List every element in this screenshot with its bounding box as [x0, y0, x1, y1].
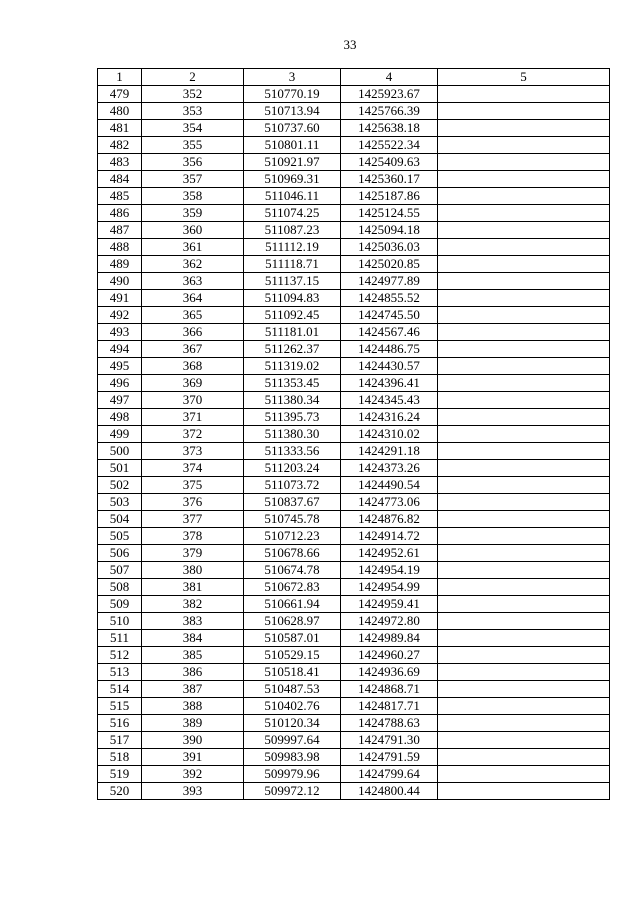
- table-row: [98, 222, 610, 239]
- x-coordinate-cell: 511395.73: [244, 409, 341, 426]
- table-row: [98, 783, 610, 800]
- x-coordinate-cell: 510770.19: [244, 86, 341, 103]
- table-row: [98, 698, 610, 715]
- y-coordinate-cell: 1424989.84: [341, 630, 438, 647]
- table-header-row: [98, 69, 610, 86]
- table-row: [98, 188, 610, 205]
- x-coordinate-cell: 511094.83: [244, 290, 341, 307]
- notes-cell: [438, 681, 610, 698]
- row-number-cell: 493: [98, 324, 142, 341]
- row-number-cell: 509: [98, 596, 142, 613]
- table-row: [98, 137, 610, 154]
- row-number-cell: 505: [98, 528, 142, 545]
- y-coordinate-cell: 1424954.99: [341, 579, 438, 596]
- table-row: [98, 545, 610, 562]
- row-number-cell: 491: [98, 290, 142, 307]
- notes-cell: [438, 630, 610, 647]
- table-row: [98, 341, 610, 358]
- y-coordinate-cell: 1425036.03: [341, 239, 438, 256]
- row-number-cell: 507: [98, 562, 142, 579]
- notes-cell: [438, 715, 610, 732]
- notes-cell: [438, 392, 610, 409]
- x-coordinate-cell: 510712.23: [244, 528, 341, 545]
- row-number-cell: 516: [98, 715, 142, 732]
- y-coordinate-cell: 1424745.50: [341, 307, 438, 324]
- notes-cell: [438, 494, 610, 511]
- point-number-cell: 386: [142, 664, 244, 681]
- point-number-cell: 390: [142, 732, 244, 749]
- row-number-cell: 519: [98, 766, 142, 783]
- y-coordinate-cell: 1424396.41: [341, 375, 438, 392]
- table-row: [98, 154, 610, 171]
- point-number-cell: 379: [142, 545, 244, 562]
- point-number-cell: 353: [142, 103, 244, 120]
- point-number-cell: 382: [142, 596, 244, 613]
- notes-cell: [438, 103, 610, 120]
- y-coordinate-cell: 1425020.85: [341, 256, 438, 273]
- row-number-cell: 506: [98, 545, 142, 562]
- y-coordinate-cell: 1424914.72: [341, 528, 438, 545]
- table-row: [98, 443, 610, 460]
- point-number-cell: 364: [142, 290, 244, 307]
- notes-cell: [438, 290, 610, 307]
- x-coordinate-cell: 511137.15: [244, 273, 341, 290]
- x-coordinate-cell: 510745.78: [244, 511, 341, 528]
- row-number-cell: 515: [98, 698, 142, 715]
- point-number-cell: 389: [142, 715, 244, 732]
- x-coordinate-cell: 511046.11: [244, 188, 341, 205]
- row-number-cell: 487: [98, 222, 142, 239]
- x-coordinate-cell: 509983.98: [244, 749, 341, 766]
- y-coordinate-cell: 1424373.26: [341, 460, 438, 477]
- point-number-cell: 372: [142, 426, 244, 443]
- point-number-cell: 388: [142, 698, 244, 715]
- table-row: [98, 290, 610, 307]
- point-number-cell: 391: [142, 749, 244, 766]
- y-coordinate-cell: 1424977.89: [341, 273, 438, 290]
- notes-cell: [438, 749, 610, 766]
- row-number-cell: 483: [98, 154, 142, 171]
- notes-cell: [438, 426, 610, 443]
- point-number-cell: 366: [142, 324, 244, 341]
- notes-cell: [438, 171, 610, 188]
- notes-cell: [438, 256, 610, 273]
- table-row: [98, 562, 610, 579]
- table-row: [98, 596, 610, 613]
- x-coordinate-cell: 511181.01: [244, 324, 341, 341]
- notes-cell: [438, 358, 610, 375]
- row-number-cell: 498: [98, 409, 142, 426]
- row-number-cell: 495: [98, 358, 142, 375]
- notes-cell: [438, 341, 610, 358]
- point-number-cell: 368: [142, 358, 244, 375]
- y-coordinate-cell: 1424788.63: [341, 715, 438, 732]
- y-coordinate-cell: 1424345.43: [341, 392, 438, 409]
- y-coordinate-cell: 1424430.57: [341, 358, 438, 375]
- row-number-cell: 492: [98, 307, 142, 324]
- table-row: [98, 749, 610, 766]
- notes-cell: [438, 273, 610, 290]
- table-row: [98, 477, 610, 494]
- table-row: [98, 120, 610, 137]
- column-header-5: 5: [438, 69, 610, 86]
- point-number-cell: 360: [142, 222, 244, 239]
- table-row: [98, 256, 610, 273]
- notes-cell: [438, 307, 610, 324]
- x-coordinate-cell: 511087.23: [244, 222, 341, 239]
- x-coordinate-cell: 511380.30: [244, 426, 341, 443]
- x-coordinate-cell: 510120.34: [244, 715, 341, 732]
- y-coordinate-cell: 1424972.80: [341, 613, 438, 630]
- notes-cell: [438, 613, 610, 630]
- y-coordinate-cell: 1424567.46: [341, 324, 438, 341]
- table-body: [98, 86, 610, 800]
- x-coordinate-cell: 511073.72: [244, 477, 341, 494]
- y-coordinate-cell: 1425923.67: [341, 86, 438, 103]
- y-coordinate-cell: 1425638.18: [341, 120, 438, 137]
- notes-cell: [438, 188, 610, 205]
- notes-cell: [438, 222, 610, 239]
- table-row: [98, 715, 610, 732]
- y-coordinate-cell: 1424855.52: [341, 290, 438, 307]
- y-coordinate-cell: 1425094.18: [341, 222, 438, 239]
- table-row: [98, 375, 610, 392]
- notes-cell: [438, 324, 610, 341]
- point-number-cell: 361: [142, 239, 244, 256]
- point-number-cell: 371: [142, 409, 244, 426]
- y-coordinate-cell: 1424791.30: [341, 732, 438, 749]
- row-number-cell: 508: [98, 579, 142, 596]
- notes-cell: [438, 120, 610, 137]
- point-number-cell: 377: [142, 511, 244, 528]
- notes-cell: [438, 137, 610, 154]
- row-number-cell: 512: [98, 647, 142, 664]
- x-coordinate-cell: 510674.78: [244, 562, 341, 579]
- table-row: [98, 103, 610, 120]
- y-coordinate-cell: 1424291.18: [341, 443, 438, 460]
- point-number-cell: 369: [142, 375, 244, 392]
- table-row: [98, 205, 610, 222]
- table-row: [98, 426, 610, 443]
- y-coordinate-cell: 1424310.02: [341, 426, 438, 443]
- x-coordinate-cell: 511319.02: [244, 358, 341, 375]
- column-header-1: 1: [98, 69, 142, 86]
- row-number-cell: 502: [98, 477, 142, 494]
- notes-cell: [438, 460, 610, 477]
- point-number-cell: 356: [142, 154, 244, 171]
- table-row: [98, 358, 610, 375]
- notes-cell: [438, 647, 610, 664]
- row-number-cell: 488: [98, 239, 142, 256]
- point-number-cell: 392: [142, 766, 244, 783]
- x-coordinate-cell: 510921.97: [244, 154, 341, 171]
- row-number-cell: 503: [98, 494, 142, 511]
- point-number-cell: 378: [142, 528, 244, 545]
- table-row: [98, 630, 610, 647]
- row-number-cell: 520: [98, 783, 142, 800]
- x-coordinate-cell: 510661.94: [244, 596, 341, 613]
- table-row: [98, 766, 610, 783]
- x-coordinate-cell: 510672.83: [244, 579, 341, 596]
- row-number-cell: 490: [98, 273, 142, 290]
- table-row: [98, 511, 610, 528]
- point-number-cell: 365: [142, 307, 244, 324]
- point-number-cell: 384: [142, 630, 244, 647]
- y-coordinate-cell: 1424876.82: [341, 511, 438, 528]
- x-coordinate-cell: 510837.67: [244, 494, 341, 511]
- y-coordinate-cell: 1424952.61: [341, 545, 438, 562]
- table-row: [98, 392, 610, 409]
- y-coordinate-cell: 1424936.69: [341, 664, 438, 681]
- row-number-cell: 501: [98, 460, 142, 477]
- y-coordinate-cell: 1424959.41: [341, 596, 438, 613]
- point-number-cell: 370: [142, 392, 244, 409]
- row-number-cell: 480: [98, 103, 142, 120]
- table-row: [98, 579, 610, 596]
- notes-cell: [438, 528, 610, 545]
- y-coordinate-cell: 1424316.24: [341, 409, 438, 426]
- x-coordinate-cell: 510402.76: [244, 698, 341, 715]
- table-row: [98, 239, 610, 256]
- row-number-cell: 511: [98, 630, 142, 647]
- x-coordinate-cell: 510628.97: [244, 613, 341, 630]
- notes-cell: [438, 205, 610, 222]
- row-number-cell: 489: [98, 256, 142, 273]
- point-number-cell: 355: [142, 137, 244, 154]
- x-coordinate-cell: 510737.60: [244, 120, 341, 137]
- point-number-cell: 383: [142, 613, 244, 630]
- table-row: [98, 494, 610, 511]
- table-row: [98, 171, 610, 188]
- row-number-cell: 497: [98, 392, 142, 409]
- y-coordinate-cell: 1424868.71: [341, 681, 438, 698]
- x-coordinate-cell: 511333.56: [244, 443, 341, 460]
- point-number-cell: 380: [142, 562, 244, 579]
- point-number-cell: 393: [142, 783, 244, 800]
- row-number-cell: 510: [98, 613, 142, 630]
- x-coordinate-cell: 510529.15: [244, 647, 341, 664]
- notes-cell: [438, 477, 610, 494]
- notes-cell: [438, 783, 610, 800]
- x-coordinate-cell: 511118.71: [244, 256, 341, 273]
- point-number-cell: 357: [142, 171, 244, 188]
- y-coordinate-cell: 1425360.17: [341, 171, 438, 188]
- y-coordinate-cell: 1424817.71: [341, 698, 438, 715]
- point-number-cell: 376: [142, 494, 244, 511]
- table-row: [98, 409, 610, 426]
- notes-cell: [438, 732, 610, 749]
- notes-cell: [438, 766, 610, 783]
- point-number-cell: 352: [142, 86, 244, 103]
- row-number-cell: 496: [98, 375, 142, 392]
- x-coordinate-cell: 509972.12: [244, 783, 341, 800]
- notes-cell: [438, 375, 610, 392]
- y-coordinate-cell: 1424486.75: [341, 341, 438, 358]
- column-header-3: 3: [244, 69, 341, 86]
- row-number-cell: 513: [98, 664, 142, 681]
- row-number-cell: 514: [98, 681, 142, 698]
- table-row: [98, 664, 610, 681]
- notes-cell: [438, 239, 610, 256]
- y-coordinate-cell: 1425124.55: [341, 205, 438, 222]
- x-coordinate-cell: 510487.53: [244, 681, 341, 698]
- column-header-4: 4: [341, 69, 438, 86]
- point-number-cell: 362: [142, 256, 244, 273]
- notes-cell: [438, 409, 610, 426]
- y-coordinate-cell: 1425409.63: [341, 154, 438, 171]
- x-coordinate-cell: 509997.64: [244, 732, 341, 749]
- x-coordinate-cell: 511112.19: [244, 239, 341, 256]
- point-number-cell: 373: [142, 443, 244, 460]
- notes-cell: [438, 596, 610, 613]
- row-number-cell: 518: [98, 749, 142, 766]
- column-header-2: 2: [142, 69, 244, 86]
- y-coordinate-cell: 1424773.06: [341, 494, 438, 511]
- y-coordinate-cell: 1424960.27: [341, 647, 438, 664]
- x-coordinate-cell: 511262.37: [244, 341, 341, 358]
- x-coordinate-cell: 509979.96: [244, 766, 341, 783]
- row-number-cell: 482: [98, 137, 142, 154]
- y-coordinate-cell: 1424490.54: [341, 477, 438, 494]
- x-coordinate-cell: 510801.11: [244, 137, 341, 154]
- page-number: 33: [343, 37, 357, 52]
- table-row: [98, 460, 610, 477]
- table-row: [98, 86, 610, 103]
- point-number-cell: 385: [142, 647, 244, 664]
- table-row: [98, 647, 610, 664]
- y-coordinate-cell: 1424954.19: [341, 562, 438, 579]
- x-coordinate-cell: 511353.45: [244, 375, 341, 392]
- point-number-cell: 354: [142, 120, 244, 137]
- y-coordinate-cell: 1425766.39: [341, 103, 438, 120]
- row-number-cell: 499: [98, 426, 142, 443]
- row-number-cell: 485: [98, 188, 142, 205]
- notes-cell: [438, 562, 610, 579]
- y-coordinate-cell: 1424800.44: [341, 783, 438, 800]
- table-row: [98, 681, 610, 698]
- row-number-cell: 479: [98, 86, 142, 103]
- x-coordinate-cell: 511074.25: [244, 205, 341, 222]
- row-number-cell: 486: [98, 205, 142, 222]
- point-number-cell: 367: [142, 341, 244, 358]
- point-number-cell: 359: [142, 205, 244, 222]
- point-number-cell: 387: [142, 681, 244, 698]
- coordinates-table: [97, 68, 610, 800]
- point-number-cell: 381: [142, 579, 244, 596]
- point-number-cell: 375: [142, 477, 244, 494]
- point-number-cell: 358: [142, 188, 244, 205]
- x-coordinate-cell: 511203.24: [244, 460, 341, 477]
- row-number-cell: 484: [98, 171, 142, 188]
- notes-cell: [438, 443, 610, 460]
- table-row: [98, 613, 610, 630]
- notes-cell: [438, 545, 610, 562]
- point-number-cell: 363: [142, 273, 244, 290]
- row-number-cell: 504: [98, 511, 142, 528]
- table-row: [98, 732, 610, 749]
- x-coordinate-cell: 511380.34: [244, 392, 341, 409]
- y-coordinate-cell: 1425187.86: [341, 188, 438, 205]
- table-row: [98, 273, 610, 290]
- y-coordinate-cell: 1424791.59: [341, 749, 438, 766]
- x-coordinate-cell: 510587.01: [244, 630, 341, 647]
- notes-cell: [438, 698, 610, 715]
- x-coordinate-cell: 511092.45: [244, 307, 341, 324]
- point-number-cell: 374: [142, 460, 244, 477]
- notes-cell: [438, 154, 610, 171]
- table-row: [98, 307, 610, 324]
- row-number-cell: 494: [98, 341, 142, 358]
- x-coordinate-cell: 510678.66: [244, 545, 341, 562]
- y-coordinate-cell: 1425522.34: [341, 137, 438, 154]
- x-coordinate-cell: 510518.41: [244, 664, 341, 681]
- row-number-cell: 500: [98, 443, 142, 460]
- x-coordinate-cell: 510969.31: [244, 171, 341, 188]
- x-coordinate-cell: 510713.94: [244, 103, 341, 120]
- table-row: [98, 324, 610, 341]
- table-row: [98, 528, 610, 545]
- notes-cell: [438, 579, 610, 596]
- notes-cell: [438, 86, 610, 103]
- y-coordinate-cell: 1424799.64: [341, 766, 438, 783]
- row-number-cell: 481: [98, 120, 142, 137]
- notes-cell: [438, 511, 610, 528]
- row-number-cell: 517: [98, 732, 142, 749]
- notes-cell: [438, 664, 610, 681]
